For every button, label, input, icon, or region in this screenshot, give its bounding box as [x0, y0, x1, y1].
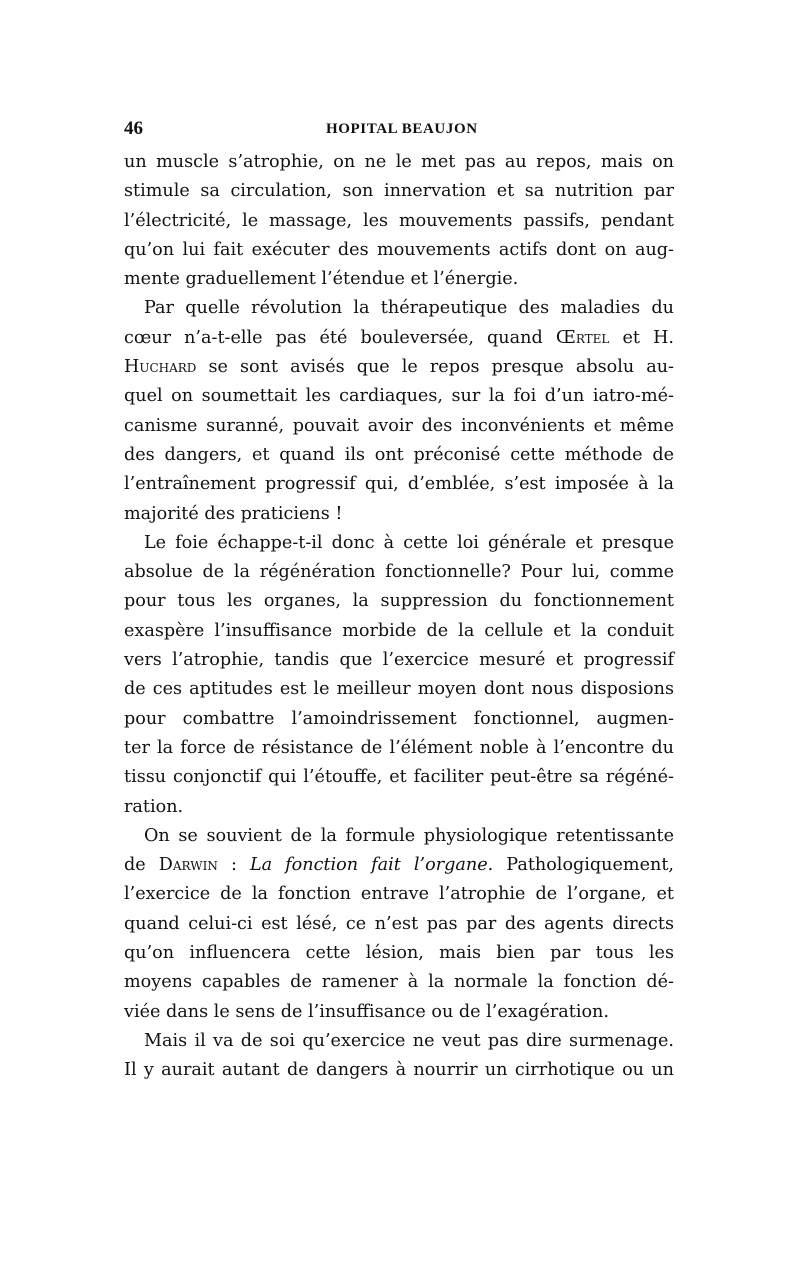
text-line: Par quelle révolution la thérapeutique des maladies du: [144, 298, 674, 319]
text-fragment: et H.: [622, 327, 675, 348]
text-line: Mais il va de soi qu’exercice ne veut pas dire surmenage.: [144, 1030, 674, 1051]
author-name-darwin: Darwin: [158, 855, 218, 876]
text-line: un muscle s’atrophie, on ne le met pas au repos, mais on: [124, 152, 674, 172]
text-line: tissu conjonctif qui l’étouffe, et faciliter peut-être sa régéné-: [124, 767, 674, 788]
text-line: [124, 851, 674, 880]
page-number: 46: [124, 118, 143, 139]
text-line: Il y aurait autant de dangers à nourrir un cirrhotique ou un: [124, 1060, 674, 1081]
text-fragment: Pathologiquement,: [506, 855, 675, 876]
text-line: vers l’atrophie, tandis que l’exercice mesuré et progressif: [124, 650, 674, 671]
text-line: [124, 1027, 674, 1056]
text-line: [124, 324, 674, 353]
text-line: ration.: [124, 796, 184, 817]
running-head: [124, 118, 672, 142]
text-line: des dangers, et quand ils ont préconisé cette méthode de: [124, 444, 674, 465]
text-fragment: de: [124, 855, 146, 876]
author-name-oertel: Œrtel: [555, 327, 610, 348]
text-line: de ces aptitudes est le meilleur moyen dont nous disposions: [124, 679, 674, 700]
text-line: On se souvient de la formule physiologique retentissante: [144, 825, 674, 846]
text-line: l’électricité, le massage, les mouvements passifs, pendant: [124, 210, 674, 231]
text-line: Le foie échappe-t-il donc à cette loi générale et presque: [144, 532, 674, 553]
text-line: moyens capables de ramener à la normale la fonction dé-: [124, 972, 674, 993]
text-line: qu’on influencera cette lésion, mais bien par tous les: [124, 943, 674, 964]
text-fragment: :: [230, 855, 237, 876]
text-line: [124, 294, 674, 323]
text-line: quel on soumettait les cardiaques, sur la foi d’un iatro-mé-: [124, 386, 674, 407]
text-line: canisme suranné, pouvait avoir des inconvénients et même: [124, 415, 674, 436]
text-fragment: cœur n’a-t-elle pas été bouleversée, quand: [124, 327, 543, 348]
text-line: absolue de la régénération fonctionnelle? Pour lui, comme: [124, 562, 674, 583]
author-name-huchard: Huchard: [124, 357, 197, 378]
running-title: HOPITAL BEAUJON: [326, 121, 478, 137]
text-line: viée dans le sens de l’insuffisance ou de l’exagération.: [124, 1001, 609, 1022]
text-line: exaspère l’insuffisance morbide de la cellule et la conduit: [124, 620, 674, 641]
text-line: [124, 353, 674, 382]
text-line: stimule sa circulation, son innervation et sa nutrition par: [124, 181, 674, 202]
quoted-formula: La fonction fait l’organe.: [249, 855, 494, 876]
text-line: l’exercice de la fonction entrave l’atrophie de l’organe, et: [124, 884, 674, 905]
text-line: l’entraînement progressif qui, d’emblée, s’est imposée à la: [124, 474, 674, 495]
text-line: pour combattre l’amoindrissement fonctionnel, augmen-: [124, 708, 674, 729]
text-line: [124, 822, 674, 851]
body-text: [124, 148, 674, 1086]
text-line: [124, 529, 674, 558]
text-line: mente graduellement l’étendue et l’énergie.: [124, 269, 519, 290]
text-line: pour tous les organes, la suppression du fonctionnement: [124, 591, 674, 612]
text-line: majorité des praticiens !: [124, 503, 343, 524]
text-line: ter la force de résistance de l’élément noble à l’encontre du: [124, 737, 674, 758]
text-fragment: se sont avisés que le repos presque absolu au-: [208, 357, 675, 378]
text-line: quand celui-ci est lésé, ce n’est pas par des agents directs: [124, 913, 674, 934]
text-line: qu’on lui fait exécuter des mouvements actifs dont on aug-: [124, 239, 674, 260]
